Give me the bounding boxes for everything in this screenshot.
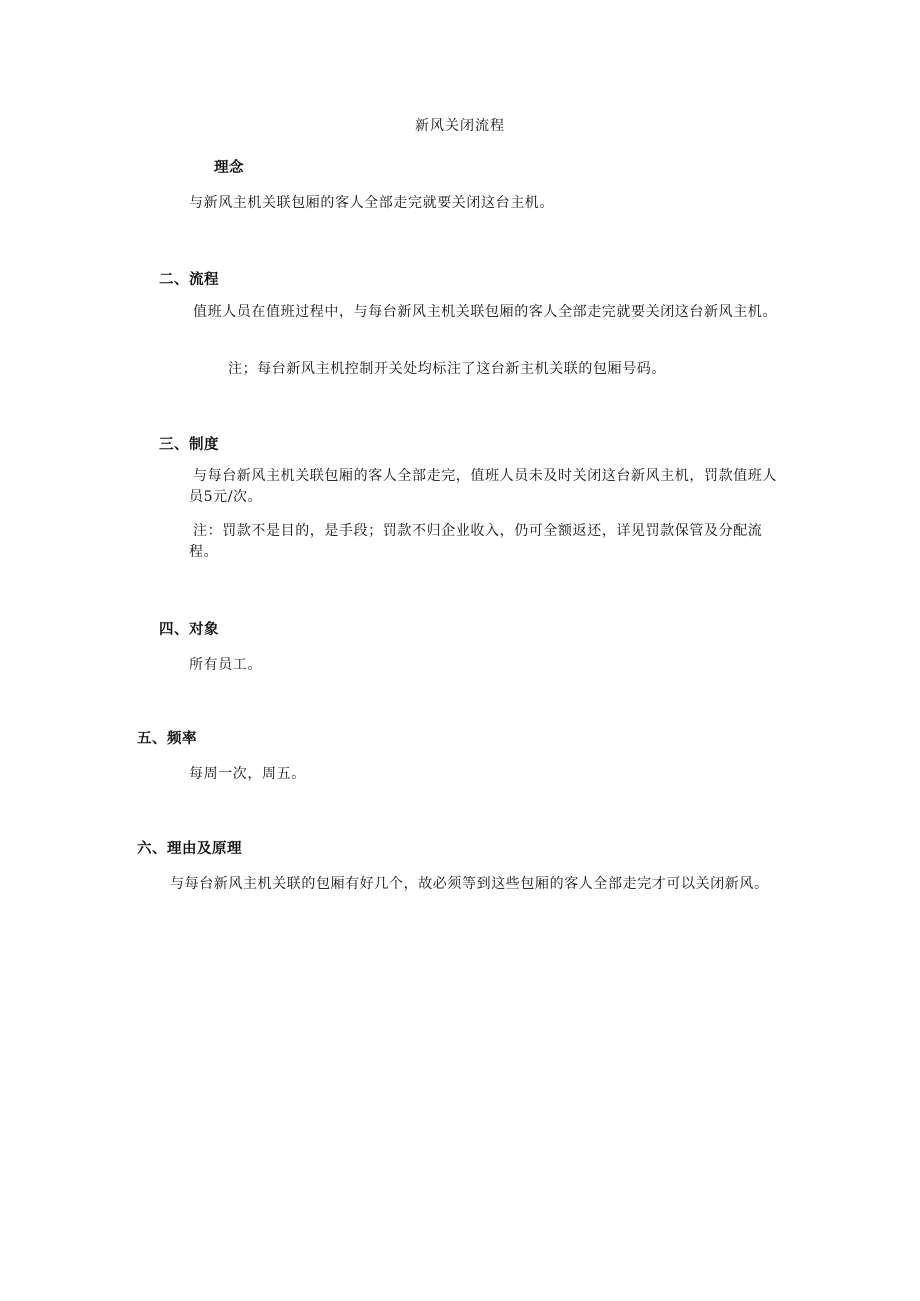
section-rules-paragraph: 与每台新风主机关联包厢的客人全部走完，值班人员未及时关闭这台新风主机，罚款值班人员5元/次。 xyxy=(189,468,777,505)
section-heading-rules: 三、制度 xyxy=(159,437,219,453)
section-frequency-paragraph: 每周一次，周五。 xyxy=(189,766,306,782)
section-heading-process: 二、流程 xyxy=(159,272,219,288)
section-process-note: 注；每台新风主机控制开关处均标注了这台新主机关联的包厢号码。 xyxy=(228,361,666,377)
section-rules-note: 注：罚款不是目的，是手段；罚款不归企业收入，仍可全额返还，详见罚款保管及分配流程。 xyxy=(189,523,763,560)
section-heading-target: 四、对象 xyxy=(159,622,219,638)
section-target-paragraph: 所有员工。 xyxy=(189,657,262,673)
section-rationale-paragraph: 与每台新风主机关联的包厢有好几个，故必须等到这些包厢的客人全部走完才可以关闭新风。 xyxy=(170,876,769,892)
section-heading-frequency: 五、频率 xyxy=(137,731,197,747)
section-heading-concept: 理念 xyxy=(214,160,244,176)
document-title: 新风关闭流程 xyxy=(415,118,505,134)
section-process-paragraph: 值班人员在值班过程中，与每台新风主机关联包厢的客人全部走完就要关闭这台新风主机。 xyxy=(193,304,777,320)
section-concept-paragraph: 与新风主机关联包厢的客人全部走完就要关闭这台主机。 xyxy=(189,195,554,211)
section-heading-rationale: 六、理由及原理 xyxy=(137,841,242,857)
